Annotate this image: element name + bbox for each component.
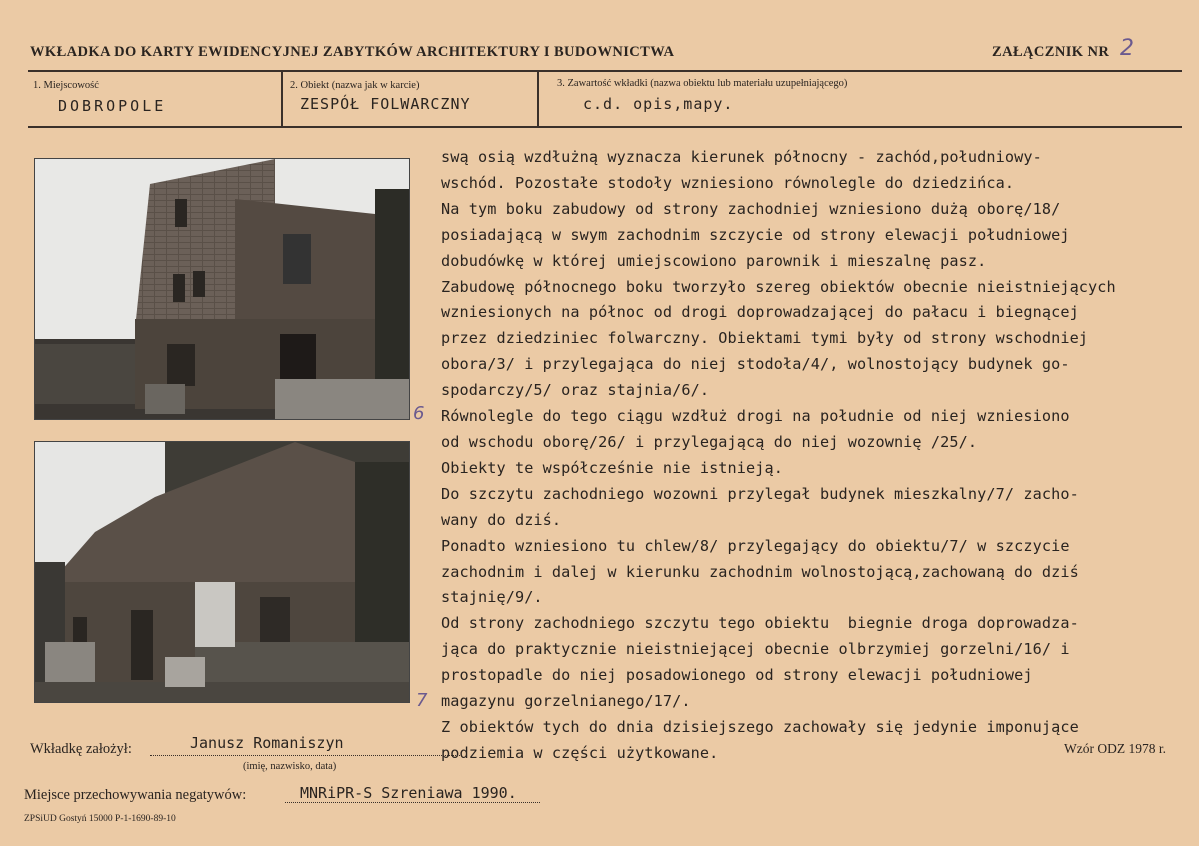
description-line: stajnię/9/. — [441, 588, 543, 607]
place-value: DOBROPOLE — [58, 97, 167, 115]
description-line: dobudówkę w której umiejscowiono parownik i mieszalnę pasz. — [441, 251, 987, 270]
description-text — [441, 145, 1186, 767]
description-line: posiadającą w swym zachodnim szczycie od strony elewacji południowej — [441, 225, 1070, 244]
description-line: Zabudowę północnego boku tworzyło szereg obiektów obecnie nieistniejących — [441, 277, 1116, 296]
storage-label: Miejsce przechowywania negatywów: — [24, 787, 247, 803]
description-line: Na tym boku zabudowy od strony zachodniej wzniesiono dużą oborę/18/ — [441, 199, 1061, 218]
description-line: wzniesionych na północ od drogi doprowadzającej do pałacu i biegnącej — [441, 303, 1079, 322]
author-dotline — [150, 755, 460, 756]
description-line: wschód. Pozostałe stodoły wzniesiono równolegle do dziedzińca. — [441, 173, 1015, 192]
storage-dotline — [285, 802, 540, 803]
description-line: swą osią wzdłużną wyznacza kierunek północny - zachód,południowy- — [441, 148, 1042, 166]
description-line: jąca do praktycznie nieistniejącej obecnie olbrzymiej gorzelni/16/ i — [441, 640, 1070, 659]
content-label: 3. Zawartość wkładki (nazwa obiektu lub materiału uzupełniającego) — [557, 78, 848, 89]
photo-ruin-tower — [34, 158, 410, 420]
description-line: magazynu gorzelnianego/17/. — [441, 692, 691, 711]
description-line: od wschodu oborę/26/ i przylegającą do niej wozownię /25/. — [441, 432, 978, 451]
description-line: obora/3/ i przylegająca do niej stodoła/4/, wolnostojący budynek go- — [441, 355, 1070, 374]
author-label: Wkładkę założył: — [30, 741, 132, 757]
annex-number: 2 — [1120, 36, 1134, 61]
description-line: Obiekty te współcześnie nie istnieją. — [441, 458, 784, 477]
photo-ruin-building — [34, 441, 410, 703]
description-line: Równolegle do tego ciągu wzdłuż drogi na południe od niej wzniesiono — [441, 407, 1070, 426]
description-line: Ponadto wzniesiono tu chlew/8/ przylegający do obiektu/7/ w szczycie — [441, 536, 1070, 555]
printer-info: ZPSiUD Gostyń 15000 P-1-1690-89-10 — [24, 814, 176, 824]
description-line: wany do dziś. — [441, 510, 562, 529]
description-line: podziemia w części użytkowane. — [441, 743, 719, 762]
description-line: prostopadle do niej posadowionego od strony elewacji południowej — [441, 666, 1033, 685]
content-value: c.d. opis,mapy. — [583, 95, 734, 113]
author-value: Janusz Romaniszyn — [190, 734, 344, 752]
storage-value: MNRiPR-S Szreniawa 1990. — [300, 784, 517, 802]
description-line: Z obiektów tych do dnia dzisiejszego zachowały się jedynie imponujące — [441, 717, 1079, 736]
card-title: WKŁADKA DO KARTY EWIDENCYJNEJ ZABYTKÓW ARCHITEKTURY I BUDOWNICTWA — [30, 44, 675, 60]
description-line: przez dziedziniec folwarczny. Obiektami tymi były od strony wschodniej — [441, 329, 1089, 348]
annex-label: ZAŁĄCZNIK NR — [992, 44, 1110, 60]
object-label: 2. Obiekt (nazwa jak w karcie) — [290, 80, 420, 91]
object-value: ZESPÓŁ FOLWARCZNY — [300, 95, 471, 113]
field-divider-1 — [281, 72, 283, 126]
description-line: spodarczy/5/ oraz stajnia/6/. — [441, 381, 710, 400]
description-line: Od strony zachodniego szczytu tego obiektu biegnie droga doprowadza- — [441, 614, 1079, 633]
photo1-number: 6 — [413, 403, 425, 424]
header-rule-bottom — [28, 126, 1182, 128]
place-label: 1. Miejscowość — [33, 80, 99, 91]
description-line: Do szczytu zachodniego wozowni przylegał budynek mieszkalny/7/ zacho- — [441, 484, 1079, 503]
field-divider-2 — [537, 72, 539, 126]
header-rule-top — [28, 70, 1182, 72]
template-label: Wzór ODZ 1978 r. — [1064, 741, 1166, 756]
description-line: zachodnim i dalej w kierunku zachodnim wolnostojącą,zachowaną do dziś — [441, 562, 1079, 581]
author-hint: (imię, nazwisko, data) — [243, 761, 337, 772]
photo2-number: 7 — [416, 690, 428, 711]
